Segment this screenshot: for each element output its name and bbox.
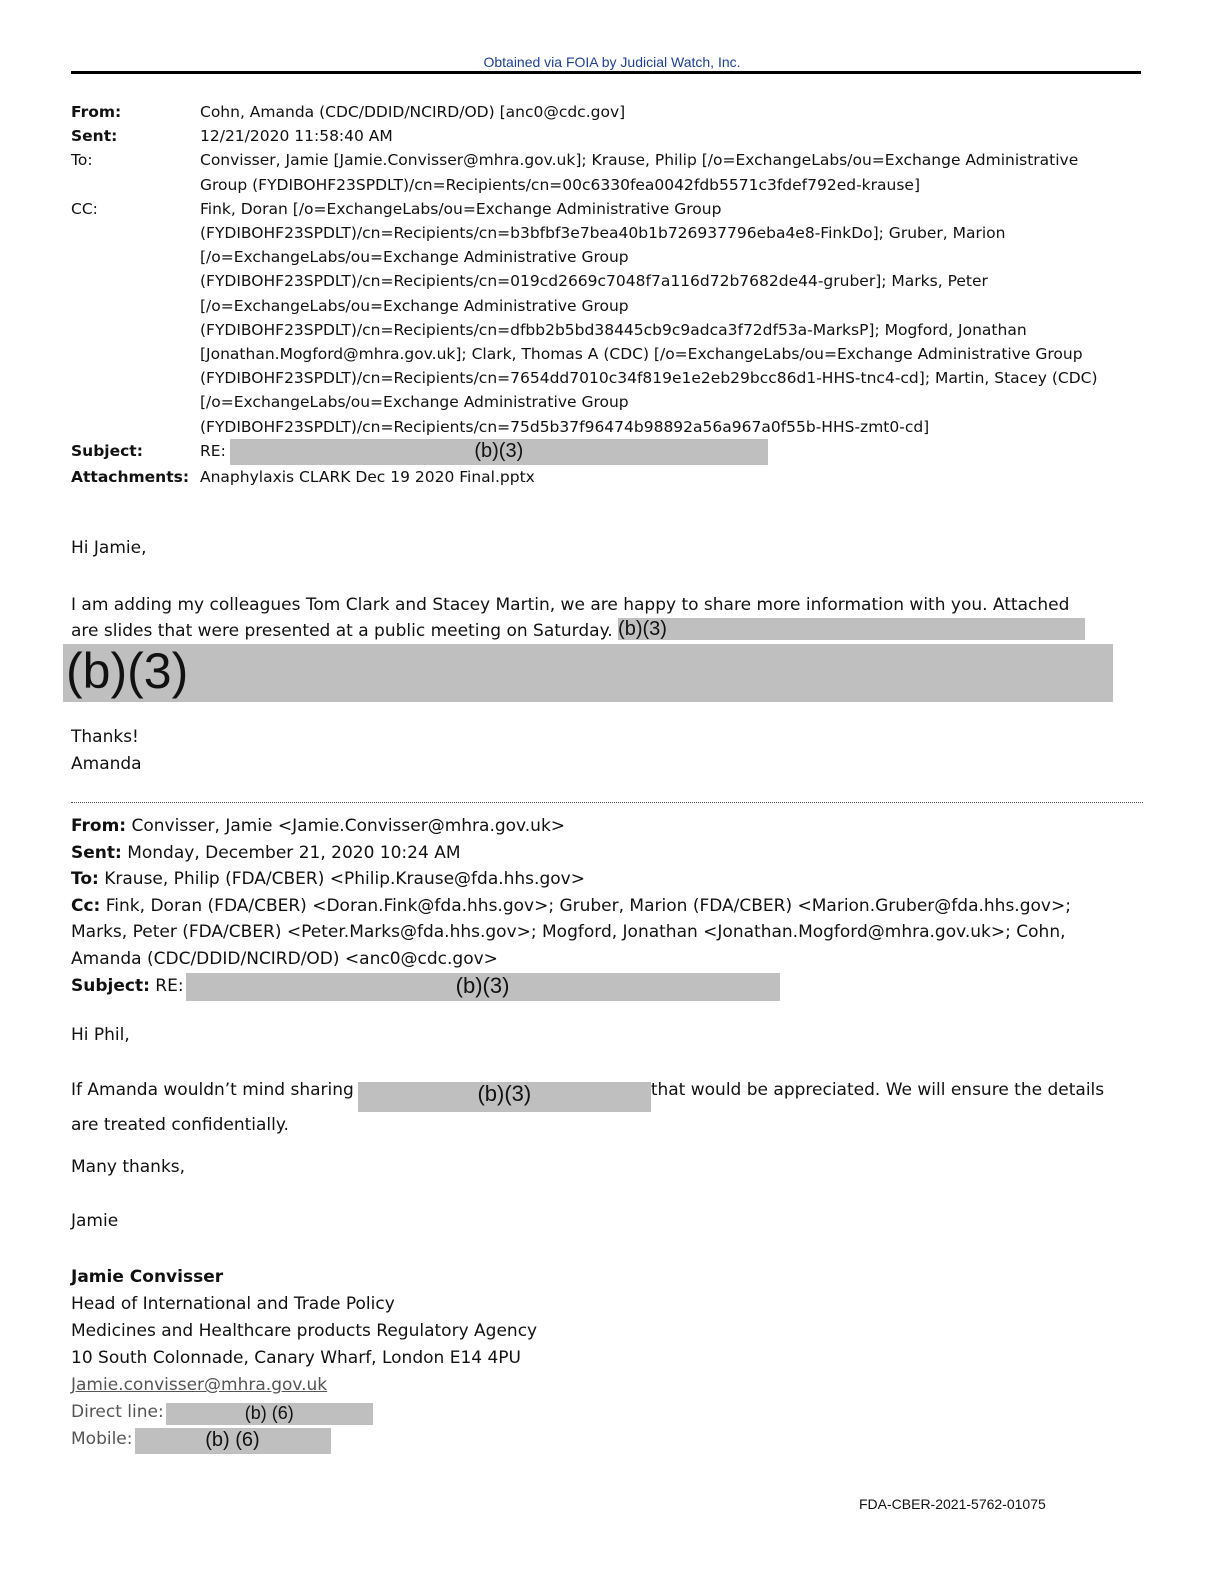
email1-cc-row [71,197,1141,439]
email2-greeting: Hi Phil, [71,1025,130,1045]
attachment-link[interactable]: Anaphylaxis CLARK Dec 19 2020 Final.pptx [200,467,535,486]
cc-line: Marks, Peter (FDA/CBER) <Peter.Marks@fda.hhs.gov>; Mogford, Jonathan <Jonathan.Mogford@mhra.gov.uk>; Cohn, [71,922,1066,943]
cc-line: (FYDIBOHF23SPDLT)/cn=Recipients/cn=b3bfbf3e7bea40b1b726937796eba4e8-FinkDo]; Gruber, Marion [200,224,1006,243]
email1-paragraph [71,592,1141,644]
subject-redaction: (b)(3) [230,439,768,465]
paragraph-line-2: are treated confidentially. [71,1115,289,1135]
bates-number: FDA-CBER-2021-5762-01075 [859,1496,1046,1512]
cc-line: Amanda (CDC/DDID/NCIRD/OD) <anc0@cdc.gov> [71,948,498,969]
email1-to-row [71,148,1141,196]
to-line: Group (FYDIBOHF23SPDLT)/cn=Recipients/cn=00c6330fea0042fdb5571c3fdef792ed-krause] [200,175,921,194]
sig-address: 10 South Colonnade, Canary Wharf, London E14 4PU [71,1348,521,1368]
cc-line: (FYDIBOHF23SPDLT)/cn=Recipients/cn=75d5b37f96474b98892a56a967a0f55b-HHS-zmt0-cd] [200,417,930,436]
sig-title: Head of International and Trade Policy [71,1294,395,1314]
from-value: Cohn, Amanda (CDC/DDID/NCIRD/OD) [anc0@cdc.gov] [200,103,626,121]
email1-sent-row [71,124,1141,148]
cc-line: [/o=ExchangeLabs/ou=Exchange Administrative Group [200,296,629,315]
cc-line: (FYDIBOHF23SPDLT)/cn=Recipients/cn=019cd2669c7048f7a116d72b7682de44-gruber]; Marks, Peter [200,272,988,291]
email2-cc-row: Cc: Fink, Doran (FDA/CBER) <Doran.Fink@fda.hhs.gov>; Gruber, Marion (FDA/CBER) <Marion.Gruber@fda.hhs.gov>; [71,895,1071,916]
email2-sent-row: Sent: Monday, December 21, 2020 10:24 AM [71,842,461,863]
to-line: Convisser, Jamie [Jamie.Convisser@mhra.gov.uk]; Krause, Philip [/o=ExchangeLabs/ou=Exchange Administrative [200,151,1079,170]
direct-line-row: Direct line: (b) (6) [71,1399,1141,1426]
email1-closing [71,724,1141,778]
email2-closing: Many thanks, [71,1157,186,1177]
sig-email-link[interactable]: Jamie.convisser@mhra.gov.uk [71,1375,328,1395]
email2-paragraph [71,1077,1141,1139]
sig-name: Jamie Convisser [71,1267,224,1287]
email1-header [71,100,1141,489]
paragraph-redaction: (b)(3) [358,1082,651,1112]
foia-banner: Obtained via FOIA by Judicial Watch, Inc. [483,54,741,70]
cc-line: (FYDIBOHF23SPDLT)/cn=Recipients/cn=dfbb2b5bd38445cb9c9adca3f72df53a-MarksP]; Mogford, Jonathan [200,320,1027,339]
cc-line: [/o=ExchangeLabs/ou=Exchange Administrative Group [200,393,629,412]
mobile-redaction: (b) (6) [135,1428,331,1454]
email-separator [71,802,1143,803]
paragraph-line-2: are slides that were presented at a public meeting on Saturday. (b)(3) [71,618,1141,644]
cc-label: CC: [71,199,98,218]
attachments-label: Attachments: [71,467,190,486]
cc-value: Fink, Doran (FDA/CBER) <Doran.Fink@fda.hhs.gov>; Gruber, Marion (FDA/CBER) <Marion.Gruber@fda.hhs.gov>; [105,895,1071,916]
email1-from-row [71,100,1141,124]
paragraph-line: If Amanda wouldn’t mind sharing (b)(3) that would be appreciated. We will ensure the details [71,1077,1141,1112]
email2-header [71,813,1141,1001]
paragraph-line: I am adding my colleagues Tom Clark and Stacey Martin, we are happy to share more information with you. Attached [71,595,1070,615]
closing: Thanks! [71,727,139,747]
header-rule [71,71,1141,74]
subject-prefix: RE: [155,975,184,996]
to-value: Krause, Philip (FDA/CBER) <Philip.Krause@fda.hhs.gov> [104,869,585,890]
subject-prefix: RE: [200,441,226,460]
sent-value: 12/21/2020 11:58:40 AM [200,127,393,146]
subject-redaction: (b)(3) [186,973,780,1001]
from-label: From: [71,103,122,121]
subject-value [200,439,1141,465]
large-redaction-block: (b)(3) [63,644,1113,702]
signoff: Amanda [71,754,142,774]
greeting: Hi Jamie, [71,538,147,558]
cc-line: (FYDIBOHF23SPDLT)/cn=Recipients/cn=7654dd7010c34f819e1e2eb29bcc86d1-HHS-tnc4-cd]; Martin, Stacey (CDC) [200,369,1098,388]
email2-subject-row: Subject: RE: (b)(3) [71,973,1141,1001]
email1-attachments-row [71,465,1141,489]
cc-line: Fink, Doran [/o=ExchangeLabs/ou=Exchange Administrative Group [200,199,722,218]
cc-line: [/o=ExchangeLabs/ou=Exchange Administrative Group [200,248,629,267]
email1-subject-row [71,439,1141,465]
cc-line: [Jonathan.Mogford@mhra.gov.uk]; Clark, Thomas A (CDC) [/o=ExchangeLabs/ou=Exchange Administrative Group [200,345,1083,364]
sent-value: Monday, December 21, 2020 10:24 AM [127,842,461,863]
email2-from-row: From: Convisser, Jamie <Jamie.Convisser@mhra.gov.uk> [71,816,566,836]
sent-label: Sent: [71,127,118,146]
email2-signoff: Jamie [71,1211,119,1231]
to-label: To: [71,151,93,170]
signature [71,1264,1141,1454]
paragraph-redaction: (b)(3) [618,618,1085,640]
from-value: Convisser, Jamie <Jamie.Convisser@mhra.gov.uk> [131,816,566,836]
sig-org: Medicines and Healthcare products Regulatory Agency [71,1321,538,1341]
subject-label: Subject: [71,441,143,460]
email2-to-row: To: Krause, Philip (FDA/CBER) <Philip.Krause@fda.hhs.gov> [71,869,585,890]
email1-body [71,538,1141,558]
direct-line-redaction: (b) (6) [166,1403,373,1425]
mobile-row: Mobile: (b) (6) [71,1426,1141,1454]
